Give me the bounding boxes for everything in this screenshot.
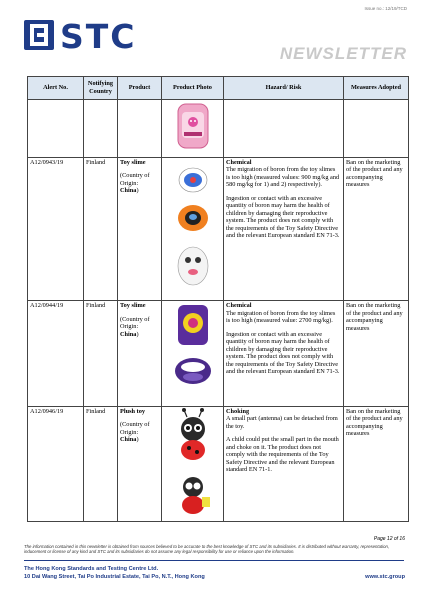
product-photo-cell xyxy=(162,301,224,407)
slime-photos xyxy=(162,158,224,298)
issue-number: Issue no.: 12/19/TCD xyxy=(364,6,407,11)
notifying-country: Finland xyxy=(84,406,118,522)
product-name: Toy slime xyxy=(120,302,146,310)
hazard-consequence: Ingestion or contact with an excessive quantity of boron may harm the health of children by damaging their reproductive system. The product does not comply with the requirements of the Toy Safety Directive and the relevant European standard EN 71-3. xyxy=(226,194,340,240)
disclaimer: The information contained in this newsletter is obtained from sources believed to be accurate to the best knowledge of STC and its subsidiaries. It is distributed without warranty, representation, inducement or license of any kind and STC and its subsidiaries do not assume any legal responsibility for use or reliance upon the information. xyxy=(24,544,390,555)
notifying-country: Finland xyxy=(84,301,118,407)
hazard-title: Chemical xyxy=(226,158,252,166)
plush-toy-photos xyxy=(162,407,224,519)
hazard-cell xyxy=(224,157,344,301)
company-address: 10 Dai Wang Street, Tai Po Industrial Estate, Tai Po, N.T., Hong Kong xyxy=(24,573,205,580)
stc-logo xyxy=(24,17,204,56)
product-cell xyxy=(118,406,162,522)
origin-close: ) xyxy=(136,436,139,444)
col-header-product: Product xyxy=(118,77,162,100)
stc-logo-mark xyxy=(24,20,54,50)
measures-adopted: Ban on the marketing of the product and any accompanying measures xyxy=(344,406,409,522)
website-link[interactable]: www.stc.group xyxy=(365,574,405,580)
logo-text: STC xyxy=(60,17,137,56)
footer-divider xyxy=(24,560,404,561)
origin-value: China xyxy=(120,436,137,444)
newsletter-title: NEWSLETTER xyxy=(279,44,407,63)
product-cell xyxy=(118,301,162,407)
col-header-alert: Alert No. xyxy=(28,77,84,100)
col-header-hazard: Hazard/ Risk xyxy=(224,77,344,100)
col-header-measures: Measures Adopted xyxy=(344,77,409,100)
slime-tub-photo xyxy=(162,100,224,154)
table-row xyxy=(28,406,409,522)
hazard-title: Choking xyxy=(226,407,250,415)
product-name: Toy slime xyxy=(120,158,146,166)
origin-value: China xyxy=(120,187,137,195)
slime-photos xyxy=(162,301,224,403)
origin-value: China xyxy=(120,330,137,338)
alert-number: A12/0943/19 xyxy=(28,157,84,301)
product-name: Plush toy xyxy=(120,407,146,415)
col-header-photo: Product Photo xyxy=(162,77,224,100)
table-row-continuation xyxy=(28,100,409,158)
alert-number: A12/0944/19 xyxy=(28,301,84,407)
origin-close: ) xyxy=(136,330,139,338)
hazard-consequence: Ingestion or contact with an excessive quantity of boron may harm the health of children by damaging their reproductive system. The product does not comply with the requirements of the Toy Safety Directive and the relevant European standard EN 71-3. xyxy=(226,330,340,376)
alerts-table xyxy=(27,76,409,522)
hazard-description: The migration of boron from the toy slimes is too high (measured values: 900 mg/kg and 580 mg/kg for 1) and 2) respectively). xyxy=(226,166,340,189)
product-cell xyxy=(118,157,162,301)
hazard-cell xyxy=(224,301,344,407)
product-photo-cell xyxy=(162,406,224,522)
notifying-country: Finland xyxy=(84,157,118,301)
col-header-country: Notifying Country xyxy=(84,77,118,100)
measures-adopted: Ban on the marketing of the product and any accompanying measures xyxy=(344,157,409,301)
origin-close: ) xyxy=(136,187,139,195)
origin-label: (Country of Origin: xyxy=(120,315,150,331)
origin-label: (Country of Origin: xyxy=(120,421,150,436)
company-block xyxy=(24,566,205,582)
table-row xyxy=(28,157,409,301)
hazard-cell xyxy=(224,406,344,522)
alert-number: A12/0946/19 xyxy=(28,406,84,522)
hazard-consequence: A child could put the small part in the mouth and choke on it. The product does not comply with the requirements of the Toy Safety Directive and the relevant European standard EN 71-1. xyxy=(226,436,339,474)
hazard-description: A small part (antenna) can be detached from the toy. xyxy=(226,415,338,430)
table-row xyxy=(28,301,409,407)
hazard-description: The migration of boron from the toy slimes is too high (measured value: 2700 mg/kg). xyxy=(226,309,336,325)
company-name: The Hong Kong Standards and Testing Centre Ltd. xyxy=(24,566,159,572)
origin-label: (Country of Origin: xyxy=(120,172,150,187)
table-header-row xyxy=(28,77,409,100)
page-number: Page 12 of 16 xyxy=(373,536,405,542)
product-photo-cell xyxy=(162,157,224,301)
hazard-title: Chemical xyxy=(226,302,252,310)
measures-adopted: Ban on the marketing of the product and any accompanying measures xyxy=(344,301,409,407)
product-photo-cell xyxy=(162,100,224,158)
